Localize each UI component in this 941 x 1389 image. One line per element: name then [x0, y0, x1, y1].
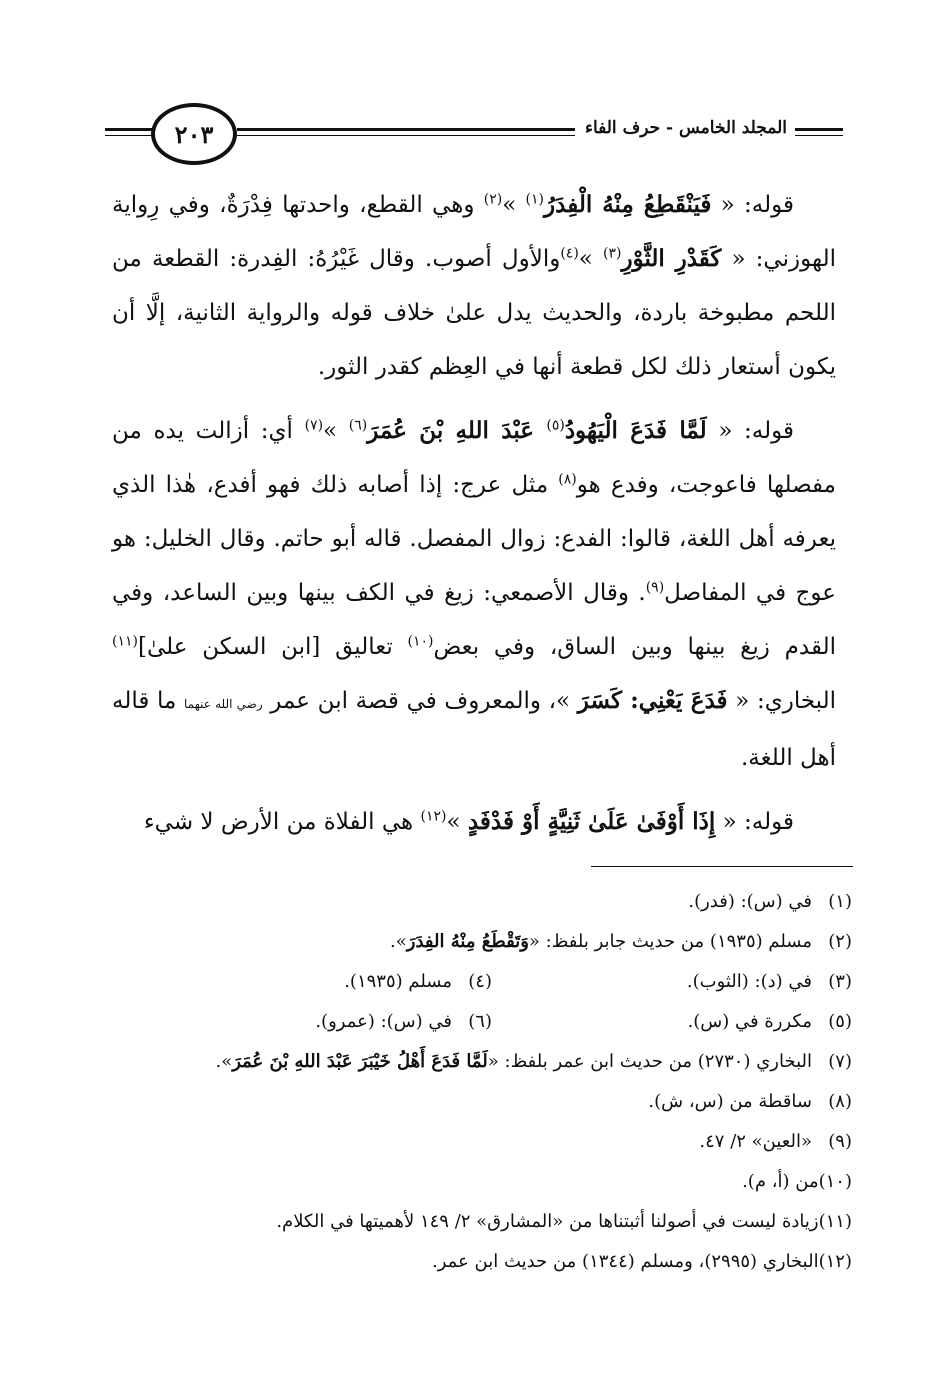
text-span: »، والمعروف في قصة ابن عمر	[262, 688, 578, 714]
footnote-ref: (٥)	[546, 417, 565, 434]
footnote-ref: (١٢)	[420, 808, 447, 825]
footnote-text: البخاري (٢٩٩٥)، ومسلم (١٣٤٤) من حديث ابن عمر.	[432, 1251, 819, 1272]
footnote-6	[315, 1002, 492, 1042]
text-span: »	[446, 809, 468, 835]
footnote-number: (٣)	[828, 971, 852, 992]
footnote-text: زيادة ليست في أصولنا أثبتناها من «المشارق» ٢/ ١٤٩ لأهميتها في الكلام.	[276, 1211, 819, 1232]
text-span: هي الفلاة من الأرض لا شيء	[143, 809, 421, 835]
footnote-number: (١)	[828, 891, 852, 912]
footnote-number: (٥)	[828, 1011, 852, 1032]
footnote-text: مسلم (١٩٣٥) من حديث جابر بلفظ: «	[528, 931, 812, 952]
footnote-ref: (٢)	[483, 191, 503, 208]
footnote-ref: (١٠)	[407, 633, 434, 650]
footnote-text: مكررة في (س).	[687, 1011, 812, 1032]
quoted-hadith: لَمَّا فَدَعَ الْيَهُودُ	[564, 417, 707, 444]
running-title: المجلد الخامس - حرف الفاء	[584, 118, 787, 138]
paragraph-1	[112, 178, 836, 394]
footnote-12	[100, 1242, 852, 1282]
text-span: قوله: «	[706, 418, 795, 444]
footnote-number: (١٢)	[818, 1251, 852, 1272]
honorific-glyph: رضي الله عنهما	[184, 697, 263, 711]
footnote-text: في (س): (عمرو).	[315, 1011, 452, 1032]
text-span: وهي القطع، واحدتها فِدْرَةٌ، وفي رِواية الهوزني: «	[112, 192, 836, 272]
footnote-number: (٨)	[828, 1091, 852, 1112]
footnote-row-3-4	[100, 962, 852, 1002]
footnote-separator	[591, 866, 853, 867]
footnote-1	[100, 882, 852, 922]
header-rule-left-thin	[105, 135, 153, 136]
text-span: قوله: «	[715, 809, 794, 835]
footnote-ref: (٩)	[645, 579, 665, 596]
footnote-3	[492, 962, 852, 1002]
text-span: »	[578, 246, 603, 272]
footnote-quote: لَمَّا فَدَعَ أَهْلُ خَيْبَرَ عَبْدَ اللهِ بْنَ عُمَرَ	[232, 1051, 488, 1072]
footnote-number: (٧)	[828, 1051, 852, 1072]
footnote-ref: (١)	[525, 191, 545, 208]
footnotes	[100, 882, 852, 1282]
footnote-number: (٦)	[468, 1011, 492, 1032]
quoted-hadith: فَدَعَ يَعْنِي: كَسَرَ	[577, 687, 728, 714]
footnote-10	[100, 1162, 852, 1202]
paragraph-2	[112, 404, 836, 785]
main-text	[112, 178, 836, 859]
text-span: »	[502, 192, 526, 218]
header-rule-right-thin	[795, 135, 843, 136]
text-span: ما قاله أهل اللغة.	[112, 688, 836, 771]
footnote-7	[100, 1042, 852, 1082]
header-rule-right	[795, 128, 843, 131]
page-number: ٢٠٣	[151, 103, 237, 165]
footnote-ref: (٧)	[304, 417, 324, 434]
header-rule-middle-thin	[237, 135, 575, 136]
footnote-text: ».	[390, 931, 407, 952]
footnote-number: (٢)	[828, 931, 852, 952]
footnote-ref: (١١)	[112, 633, 138, 650]
quoted-hadith: عَبْدَ اللهِ بْنَ عُمَرَ	[367, 417, 547, 444]
footnote-number: (٤)	[468, 971, 492, 992]
footnote-ref: (٨)	[558, 471, 577, 488]
footnote-number: (١١)	[818, 1211, 852, 1232]
footnote-number: (١٠)	[818, 1171, 852, 1192]
text-span: مثل عرج: إذا أصابه ذلك فهو أفدع، هٰذا الذي يعرفه أهل اللغة، قالوا: الفدع: زوال المفصل. قاله أبو حاتم. وقال الخليل: هو عوج في المفاصل	[112, 472, 836, 606]
text-span: والأول أصوب. وقال غَيْرُهُ: الفِدرة: القطعة من اللحم مطبوخة باردة، والحديث يدل علىٰ خلاف قوله والرواية الثانية، إلَّا أن يكون أستعار ذلك لكل قطعة أنها في العِظم كقدر الثور.	[112, 246, 836, 380]
footnote-text: «العين» ٢/ ٤٧.	[699, 1131, 812, 1152]
quoted-hadith: إِذَا أَوْفَىٰ عَلَىٰ ثَنِيَّةٍ أَوْ فَدْفَدٍ	[467, 808, 716, 835]
footnote-2	[100, 922, 852, 962]
footnote-text: ساقطة من (س، ش).	[648, 1091, 812, 1112]
footnote-ref: (٣)	[602, 245, 622, 262]
footnote-text: ».	[215, 1051, 233, 1072]
footnote-8	[100, 1082, 852, 1122]
paragraph-3	[112, 795, 836, 849]
page-header	[105, 95, 843, 175]
footnote-ref: (٤)	[560, 245, 579, 262]
text-span: قوله: «	[711, 192, 794, 218]
footnote-text: مسلم (١٩٣٥).	[344, 971, 452, 992]
footnote-row-5-6	[100, 1002, 852, 1042]
quoted-hadith: فَيَنْقَطِعُ مِنْهُ الْفِدَرُ	[544, 191, 712, 218]
footnote-11	[100, 1202, 852, 1242]
text-span: »	[323, 418, 349, 444]
footnote-text: من (أ، م).	[742, 1171, 819, 1192]
footnote-text: في (س): (فدر).	[688, 891, 812, 912]
header-rule-left	[105, 128, 153, 131]
footnote-ref: (٦)	[348, 417, 368, 434]
footnote-text: البخاري (٢٧٣٠) من حديث ابن عمر بلفظ: «	[487, 1051, 812, 1072]
header-rule-middle	[237, 128, 575, 131]
text-span: أي: أزالت يده من مفصلها فاعوجت، وفدع هو	[112, 418, 836, 498]
text-span: . وقال الأصمعي: زيغ في الكف بينها وبين الساعد، وفي القدم زيغ بينها وبين الساق، وفي بعض	[112, 580, 836, 660]
footnote-quote: وَتَقْطَعُ مِنْهُ الفِدَرَ	[406, 931, 529, 952]
footnote-text: في (د): (الثوب).	[686, 971, 812, 992]
text-span: البخاري: «	[727, 688, 837, 714]
quoted-hadith: كَقَدْرِ الثَّوْرِ	[621, 245, 722, 272]
footnote-number: (٩)	[828, 1131, 852, 1152]
footnote-4	[344, 962, 492, 1002]
footnote-5	[492, 1002, 852, 1042]
text-span: تعاليق [ابن السكن علىٰ]	[137, 634, 408, 660]
footnote-9	[100, 1122, 852, 1162]
